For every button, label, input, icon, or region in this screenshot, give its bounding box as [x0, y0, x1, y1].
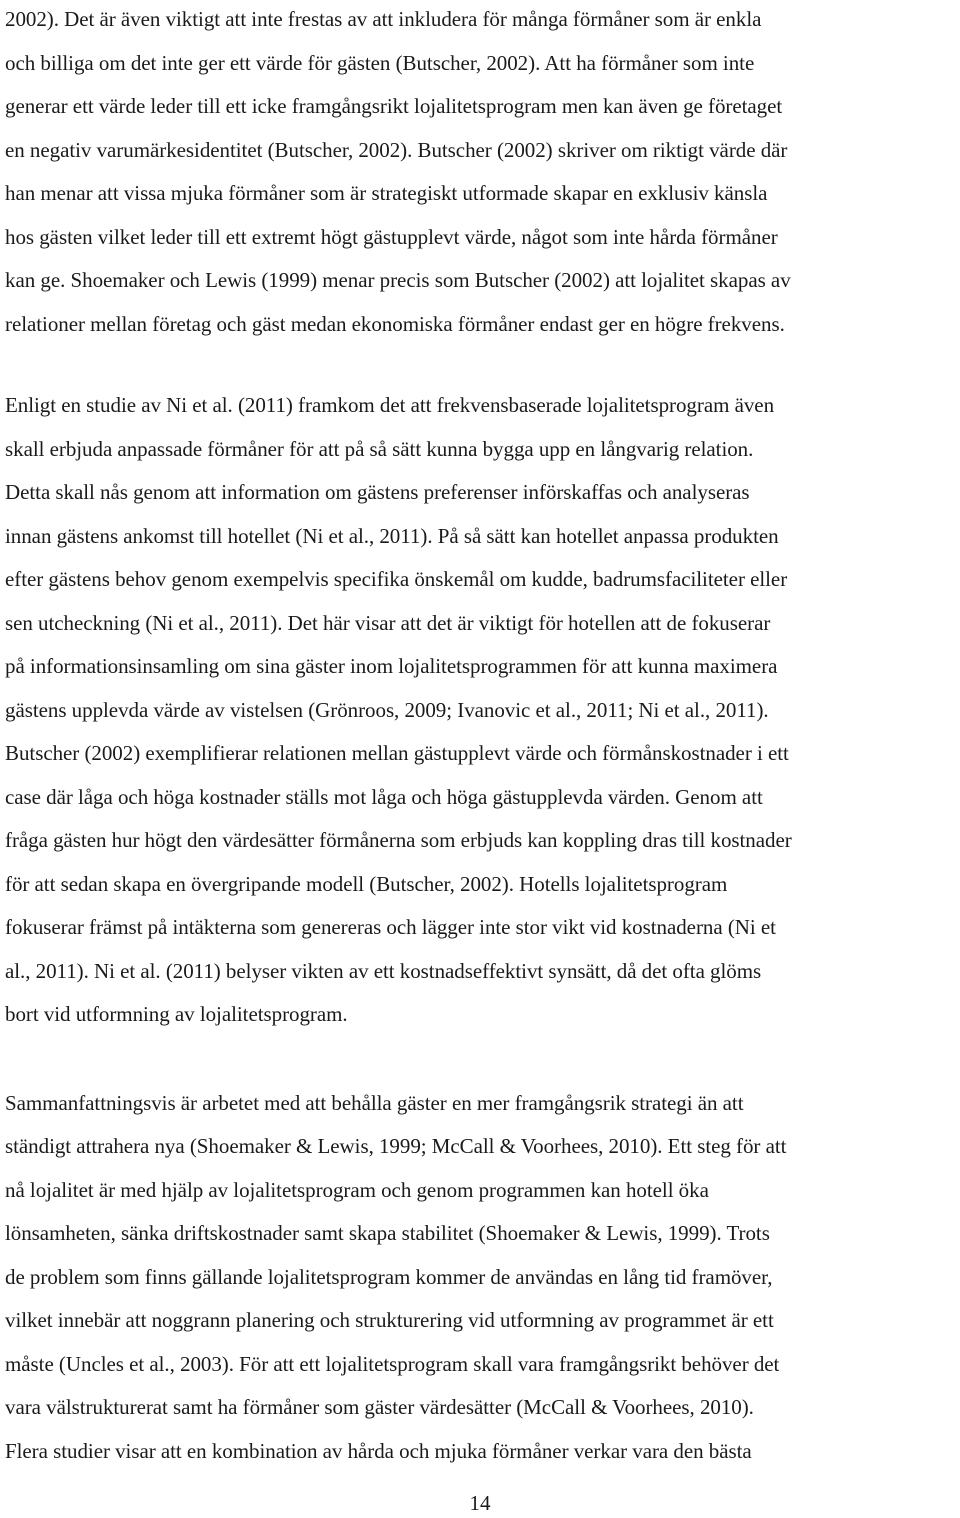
- text-line: innan gästens ankomst till hotellet (Ni et al., 2011). På så sätt kan hotellet anpassa produkten: [5, 524, 779, 548]
- text-line: skall erbjuda anpassade förmåner för att på så sätt kunna bygga upp en långvarig relation.: [5, 437, 754, 461]
- text-line: hos gästen vilket leder till ett extremt högt gästupplevt värde, något som inte hårda förmåner: [5, 225, 778, 249]
- text-line: generar ett värde leder till ett icke framgångsrikt lojalitetsprogram men kan även ge företaget: [5, 94, 783, 118]
- text-line: kan ge. Shoemaker och Lewis (1999) menar precis som Butscher (2002) att lojalitet skapas av: [5, 268, 791, 292]
- text-line: relationer mellan företag och gäst medan ekonomiska förmåner endast ger en högre frekvens.: [5, 312, 785, 336]
- text-line: fokuserar främst på intäkterna som genereras och lägger inte stor vikt vid kostnaderna (Ni et: [5, 915, 776, 939]
- text-line: lönsamheten, sänka driftskostnader samt skapa stabilitet (Shoemaker & Lewis, 1999). Trots: [5, 1221, 770, 1245]
- text-line: vara välstrukturerat samt ha förmåner som gäster värdesätter (McCall & Voorhees, 2010).: [5, 1395, 754, 1419]
- text-line: på informationsinsamling om sina gäster inom lojalitetsprogrammen för att kunna maximera: [5, 654, 778, 678]
- text-line: 2002). Det är även viktigt att inte frestas av att inkludera för många förmåner som är enkla: [5, 7, 762, 31]
- text-line: nå lojalitet är med hjälp av lojalitetsprogram och genom programmen kan hotell öka: [5, 1178, 709, 1202]
- text-line: bort vid utformning av lojalitetsprogram.: [5, 1002, 348, 1026]
- text-line: en negativ varumärkesidentitet (Butscher, 2002). Butscher (2002) skriver om riktigt värde där: [5, 138, 788, 162]
- text-line: al., 2011). Ni et al. (2011) belyser vikten av ett kostnadseffektivt synsätt, då det ofta glöms: [5, 959, 762, 983]
- document-page: [5, 0, 955, 1515]
- text-line: han menar att vissa mjuka förmåner som är strategiskt utformade skapar en exklusiv känsla: [5, 181, 768, 205]
- text-line: case där låga och höga kostnader ställs mot låga och höga gästupplevda värden. Genom att: [5, 785, 763, 809]
- text-line: Sammanfattningsvis är arbetet med att behålla gäster en mer framgångsrik strategi än att: [5, 1091, 744, 1115]
- text-line: och billiga om det inte ger ett värde för gästen (Butscher, 2002). Att ha förmåner som inte: [5, 51, 755, 75]
- text-line: Butscher (2002) exemplifierar relationen mellan gästupplevt värde och förmånskostnader i ett: [5, 741, 789, 765]
- text-line: ständigt attrahera nya (Shoemaker & Lewis, 1999; McCall & Voorhees, 2010). Ett steg för att: [5, 1134, 787, 1158]
- text-line: måste (Uncles et al., 2003). För att ett lojalitetsprogram skall vara framgångsrikt behöver det: [5, 1352, 780, 1376]
- text-line: vilket innebär att noggrann planering och strukturering vid utformning av programmet är ett: [5, 1308, 774, 1332]
- text-line: de problem som finns gällande lojalitetsprogram kommer de användas en lång tid framöver,: [5, 1265, 773, 1289]
- text-line: Enligt en studie av Ni et al. (2011) framkom det att frekvensbaserade lojalitetsprogram även: [5, 393, 775, 417]
- text-line: efter gästens behov genom exempelvis specifika önskemål om kudde, badrumsfaciliteter eller: [5, 567, 788, 591]
- text-line: sen utcheckning (Ni et al., 2011). Det här visar att det är viktigt för hotellen att de fokuserar: [5, 611, 771, 635]
- text-line: Flera studier visar att en kombination av hårda och mjuka förmåner verkar vara den bästa: [5, 1439, 752, 1463]
- text-line: Detta skall nås genom att information om gästens preferenser införskaffas och analyseras: [5, 480, 750, 504]
- page-number: 14: [469, 1491, 491, 1515]
- text-line: fråga gästen hur högt den värdesätter förmånerna som erbjuds kan koppling dras till kostnader: [5, 828, 792, 852]
- text-line: för att sedan skapa en övergripande modell (Butscher, 2002). Hotells lojalitetsprogram: [5, 872, 728, 896]
- text-line: gästens upplevda värde av vistelsen (Grönroos, 2009; Ivanovic et al., 2011; Ni et al., 2011).: [5, 698, 769, 722]
